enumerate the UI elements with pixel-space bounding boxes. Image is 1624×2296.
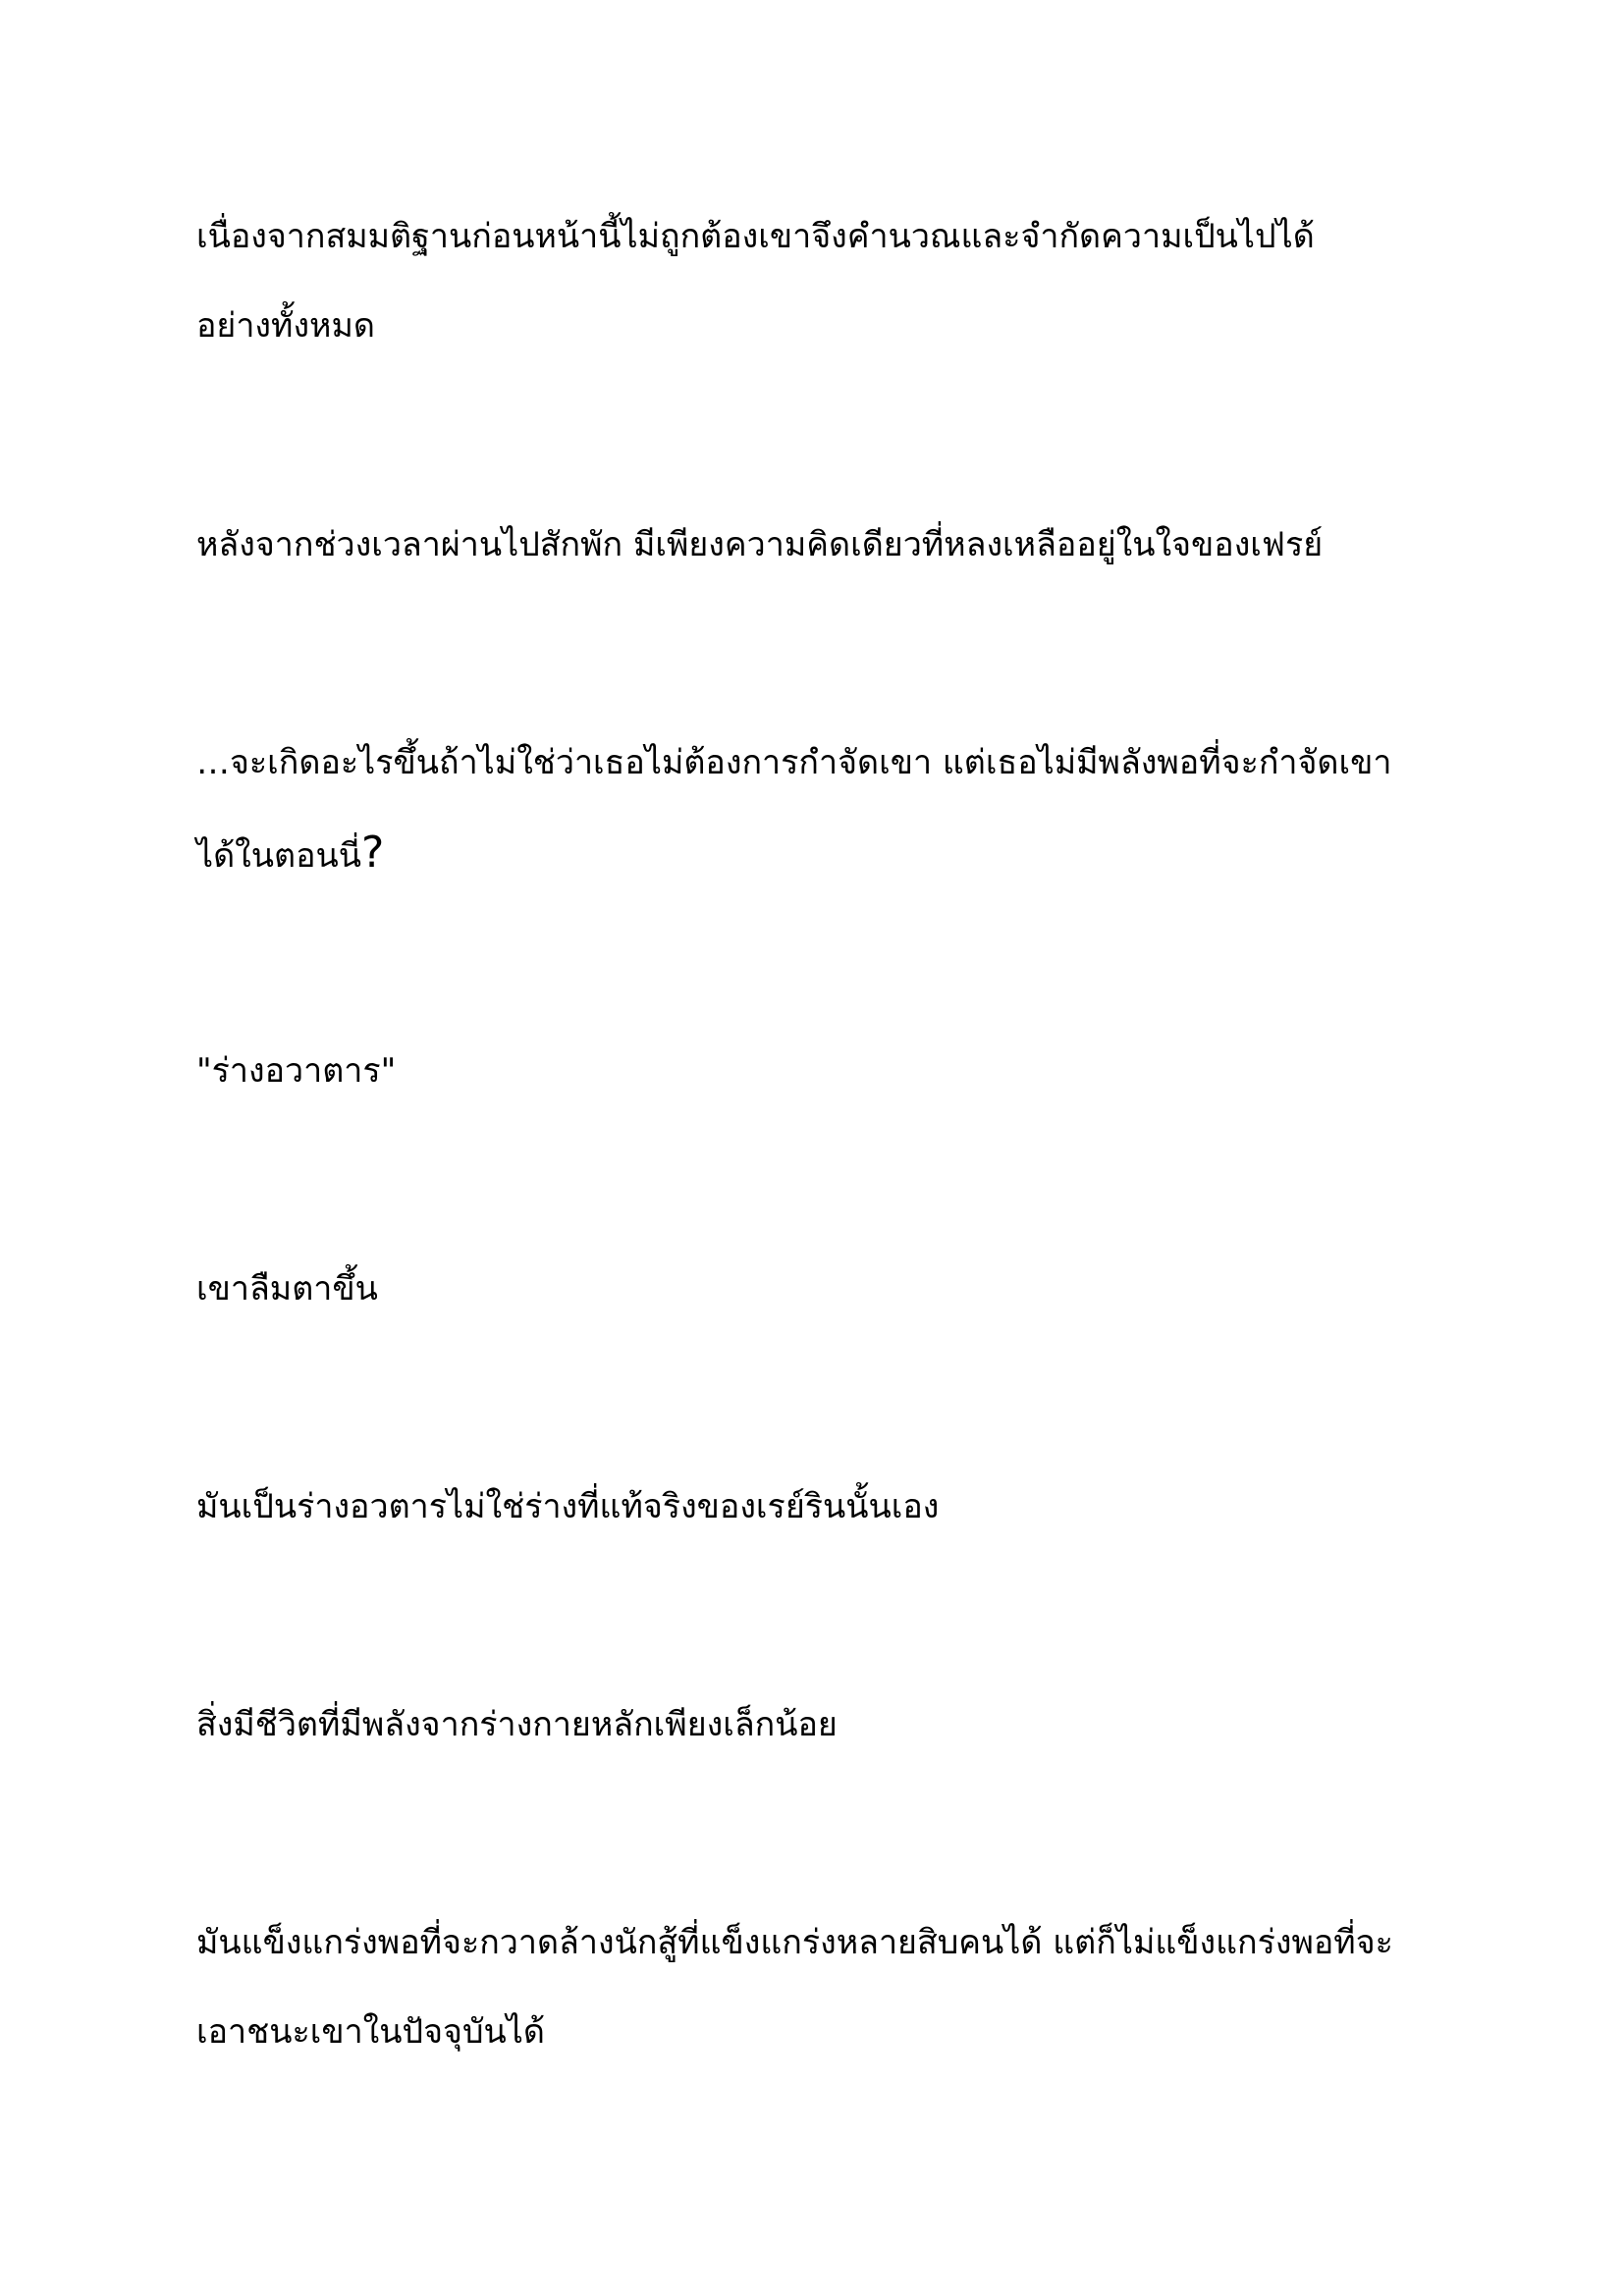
paragraph-5 (196, 1245, 1453, 1334)
paragraph-4 (196, 1027, 1453, 1116)
paragraph-line: ได้ในตอนนี่ (196, 836, 362, 876)
paragraph-7 (196, 1681, 1453, 1770)
paragraph-line: เนื่องจากสมมติฐานก่อนหน้านี้ไม่ถูกต้องเขาจึงคำนวณและจำกัดความเป็นไปได้ (196, 217, 1315, 256)
paragraph-1 (196, 192, 1453, 371)
paragraph-line: มันเป็นร่างอวตารไม่ใช่ร่างที่แท้จริงของเรย์รินนั้นเอง (196, 1487, 940, 1526)
paragraph-2 (196, 501, 1453, 590)
question-mark: ? (361, 828, 385, 878)
paragraph-line: หลังจากช่วงเวลาผ่านไปสักพัก มีเพียงความคิดเดียวที่หลงเหลืออยู่ในใจของเฟรย์ (196, 525, 1324, 564)
paragraph-6 (196, 1463, 1453, 1552)
paragraph-line-with-question (196, 808, 1453, 901)
paragraph-line: เขาลืมตาขึ้น (196, 1269, 378, 1308)
paragraph-line: อย่างทั้งหมด (196, 306, 375, 346)
paragraph-line: …จะเกิดอะไรขึ้นถ้าไม่ใช่ว่าเธอไม่ต้องการกำจัดเขา แต่เธอไม่มีพลังพอที่จะกำจัดเขา (196, 743, 1392, 782)
paragraph-3 (196, 719, 1453, 901)
paragraph-line: มันแข็งแกร่งพอที่จะกวาดล้างนักสู้ที่แข็งแกร่งหลายสิบคนได้ แต่ก็ไม่แข็งแกร่งพอที่จะ (196, 1923, 1393, 1962)
paragraph-line: สิ่งมีชีวิตที่มีพลังจากร่างกายหลักเพียงเล็กน้อย (196, 1705, 838, 1744)
paragraph-line: "ร่างอวาตาร" (196, 1051, 397, 1091)
paragraph-line: เอาชนะเขาในปัจจุบันได้ (196, 2012, 545, 2052)
paragraph-8 (196, 1898, 1453, 2077)
